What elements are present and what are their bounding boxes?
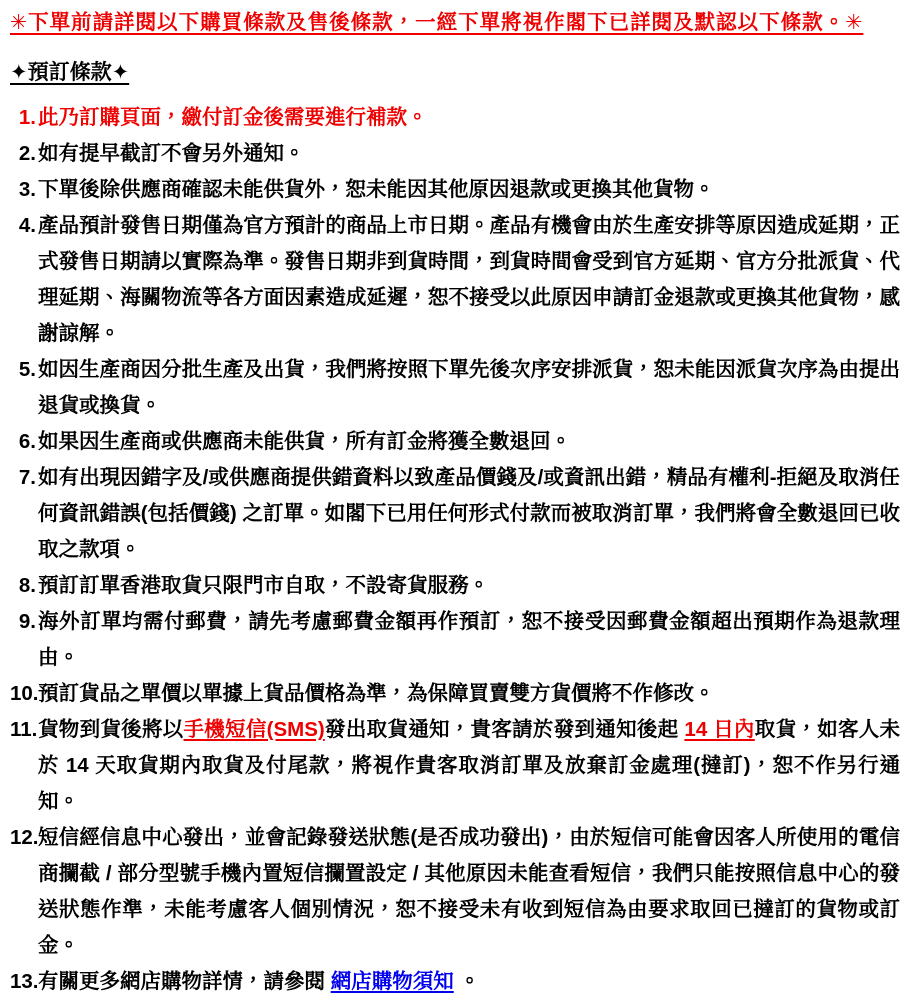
term-text: 此乃訂購頁面，繳付訂金後需要進行補款。 [38, 106, 428, 129]
item-number: 9. [18, 610, 36, 633]
terms-item-7 [10, 460, 900, 568]
item-number: 7. [18, 466, 36, 489]
terms-item-11 [10, 712, 900, 820]
sms-highlight: 手機短信(SMS) [183, 718, 325, 741]
terms-item-4 [10, 208, 900, 352]
pre-order-terms-title-text: ✦預訂條款✦ [10, 61, 130, 84]
terms-item-9 [10, 604, 900, 676]
term-text: 如果因生產商或供應商未能供貨，所有訂金將獲全數退回。 [38, 430, 571, 453]
term-text: 短信經信息中心發出，並會記錄發送狀態(是否成功發出)，由於短信可能會因客人所使用的電信商攔截 / 部分型號手機內置短信攔置設定 / 其他原因未能查看短信，我們只能按照信息中心的發送狀態作準，未能考慮客人個別情況，恕不接受未有收到短信為由要求取回已撻訂的貨物或訂金。 [38, 826, 900, 957]
item-number: 13. [10, 970, 39, 993]
terms-item-1 [10, 100, 900, 136]
term-text: 如有出現因錯字及/或供應商提供錯資料以致產品價錢及/或資訊出錯，精品有權利-拒絕及取消任何資訊錯誤(包括價錢) 之訂單。如閣下已用任何形式付款而被取消訂單，我們將會全數退回已收取之款項。 [38, 466, 900, 561]
term-text: 發出取貨通知，貴客請於發到通知後起 [324, 718, 685, 741]
item-number: 8. [18, 574, 36, 597]
item-number: 3. [18, 178, 36, 201]
item-number: 12. [10, 826, 39, 849]
terms-item-3 [10, 172, 900, 208]
item-number: 5. [18, 358, 36, 381]
terms-list [10, 100, 900, 1000]
term-text: 產品預計發售日期僅為官方預計的商品上市日期。產品有機會由於生產安排等原因造成延期，正式發售日期請以實際為準。發售日期非到貨時間，到貨時間會受到官方延期、官方分批派貨、代理延期、海關物流等各方面因素造成延遲，恕不接受以此原因申請訂金退款或更換其他貨物，感謝諒解。 [38, 214, 900, 345]
terms-item-6 [10, 424, 900, 460]
item-number: 1. [18, 106, 36, 129]
term-text: 有關更多網店購物詳情，請參閱 [38, 970, 331, 993]
shop-guide-link[interactable]: 網店購物須知 [330, 970, 454, 993]
pre-order-warning-heading: ✳下單前請詳閱以下購買條款及售後條款，一經下單將視作閣下已詳閱及默認以下條款。✳ [10, 11, 864, 34]
item-number: 6. [18, 430, 36, 453]
term-text: 貨物到貨後將以 [38, 718, 184, 741]
item-number: 10. [10, 682, 39, 705]
term-text: 下單後除供應商確認未能供貨外，恕未能因其他原因退款或更換其他貨物。 [38, 178, 715, 201]
pickup-deadline-highlight: 14 日內 [684, 718, 755, 741]
item-number: 11. [10, 718, 38, 741]
term-text: 如有提早截訂不會另外通知。 [38, 142, 305, 165]
terms-item-12 [10, 820, 900, 964]
term-text: 預訂貨品之單價以單據上貨品價格為準，為保障買賣雙方貨價將不作修改。 [38, 682, 715, 705]
terms-item-10 [10, 676, 900, 712]
terms-item-5 [10, 352, 900, 424]
term-text: 如因生產商因分批生產及出貨，我們將按照下單先後次序安排派貨，恕未能因派貨次序為由提出退貨或換貨。 [38, 358, 900, 417]
terms-item-2 [10, 136, 900, 172]
terms-item-8 [10, 568, 900, 604]
term-text: 預訂訂單香港取貨只限門市自取，不設寄貨服務。 [38, 574, 489, 597]
term-text: 取貨，如客人未於 14 天取貨期內取貨及付尾款，將視作貴客取消訂單及放棄訂金處理(撻訂)，恕不作另行通知。 [38, 718, 901, 813]
terms-item-13 [10, 964, 900, 1000]
term-text: 。 [453, 970, 480, 993]
item-number: 2. [18, 142, 36, 165]
term-text: 海外訂單均需付郵費，請先考慮郵費金額再作預訂，恕不接受因郵費金額超出預期作為退款理由。 [38, 610, 900, 669]
item-number: 4. [18, 214, 36, 237]
pre-order-terms-title [10, 58, 900, 88]
